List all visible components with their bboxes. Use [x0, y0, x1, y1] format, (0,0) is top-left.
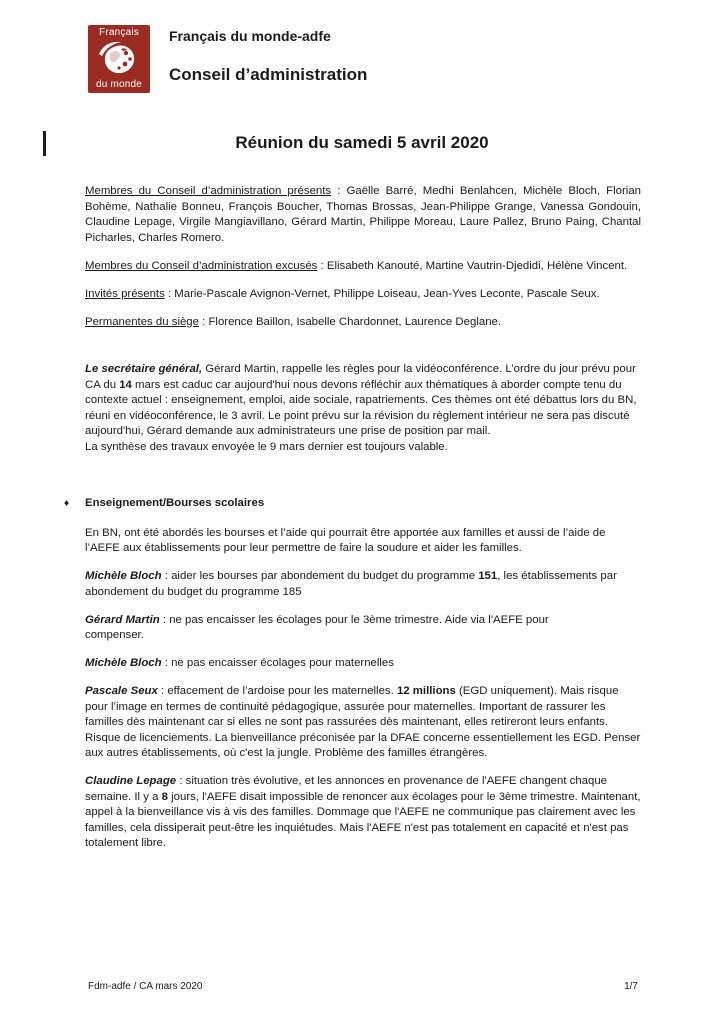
logo-text-bottom: du monde: [95, 79, 143, 90]
paragraph-secretary-intro: [85, 362, 641, 455]
paragraph-martin-ecolages: [85, 613, 641, 644]
bloch-maternelles-text: : ne pas encaisser écolages pour maternelles: [161, 657, 394, 669]
staff-names: : Florence Baillon, Isabelle Chardonnet, Laurence Deglane.: [198, 315, 502, 328]
footer-page-number: 1/7: [624, 981, 638, 992]
lepage-bold-8: 8: [161, 790, 168, 803]
seux-text-2: (EGD uniquement). Mais risque pour l’image en termes de continuité pédagogique, assurée pour maternelles. Important de rassurer les familles dès maintenant car si elles ne sont pas rassurées dès maintenant, elles retireront leurs enfants. Risque de licenciements. La bienveillance préconisée par la DFAE concerne essentiellement les EGD. Penser aux autres établissements, où c'est la jungle. Problème des familles étrangères.: [85, 685, 641, 759]
secretary-synthesis-line: La synthèse des travaux envoyée le 9 mars dernier est toujours valable.: [85, 440, 448, 453]
speaker-lepage: Claudine Lepage: [85, 775, 177, 787]
paragraph-members-excused: [85, 259, 641, 275]
org-logo: [88, 25, 150, 93]
bloch-bourses-bold-151: 151: [478, 570, 498, 582]
bloch-bourses-text-2: , les établissements par abondement du budget du programme 185: [85, 570, 617, 598]
bloch-bourses-text-1: : aider les bourses par abondement du budget du programme: [161, 570, 479, 582]
document-header: [88, 25, 367, 93]
lepage-text-1: : situation très évolutive, et les annonces en provenance de l'AEFE changent chaque semaine. Il y a: [85, 775, 608, 803]
lepage-text-2: jours, l'AEFE disait impossible de renoncer aux écolages pour le 3ème trimestre. Maintenant, appel à la bienveillance vis à vis des familles. Dommage que l'AEFE ne communique pas clairement avec les familles, cela dissiperait peut-être les inquiétudes. Mais l'AEFE n'est pas totalement en capacité et n'est pas totalement libre.: [85, 790, 641, 849]
paragraph-bloch-bourses: [85, 569, 641, 600]
paragraph-seux: [85, 684, 641, 762]
paragraph-bloch-maternelles: [85, 656, 641, 672]
members-excused-label: Membres du Conseil d’administration excusés: [85, 259, 318, 272]
speaker-bloch-1: Michèle Bloch: [85, 570, 162, 582]
org-subtitle: Conseil d’administration: [169, 65, 368, 84]
secretary-lead: Le secrétaire général,: [85, 363, 203, 375]
logo-text-top: Français: [99, 27, 139, 38]
paragraph-lepage: [85, 774, 641, 852]
diamond-bullet-icon: ♦: [64, 498, 70, 509]
guests-names: : Marie-Pascale Avignon-Vernet, Philippe Loiseau, Jean-Yves Leconte, Pascale Seux.: [164, 287, 600, 300]
section-title: Enseignement/Bourses scolaires: [85, 497, 265, 509]
speaker-seux: Pascale Seux: [85, 685, 158, 697]
document-body: [64, 184, 641, 864]
footer-doc-reference: Fdm-adfe / CA mars 2020: [88, 981, 203, 992]
meeting-title: Réunion du samedi 5 avril 2020: [235, 133, 489, 152]
seux-text-1: : effacement de l’ardoise pour les maternelles.: [157, 685, 397, 697]
paragraph-guests: [85, 287, 641, 303]
secretary-text-1: Gérard Martin, rappelle les règles pour la vidéoconférence. L’ordre du jour prévu pour CA du: [85, 363, 636, 391]
guests-label: Invités présents: [85, 287, 165, 300]
org-name: Français du monde-adfe: [169, 28, 331, 44]
secretary-bold-date: 14: [119, 378, 132, 391]
martin-ecolages-text: : ne pas encaisser les écolages pour le 3ème trimestre. Aide via l'AEFE pour: [159, 613, 549, 626]
header-titles: [169, 25, 367, 84]
speaker-martin: Gérard Martin: [85, 613, 160, 626]
members-excused-names: : Elisabeth Kanouté, Martine Vautrin-Djedidi, Hélène Vincent.: [317, 259, 628, 272]
document-footer: [88, 981, 638, 993]
members-present-names: : Gaëlle Barré, Medhi Benlahcen, Michèle Bloch, Florian Bohème, Nathalie Bonneu, François Boucher, Thomas Brossas, Jean-Philippe Grange, Vanessa Gondouin, Claudine Lepage, Virgile Mangiavillano, Gérard Martin, Philippe Moreau, Laure Pallez, Bruno Paing, Chantal Picharles, Charles Romero.: [85, 185, 641, 244]
paragraph-staff: [85, 315, 641, 331]
paragraph-bn-opening: [85, 526, 641, 557]
globe-icon: [97, 40, 141, 78]
paragraph-members-present: [85, 184, 641, 246]
section-heading-enseignement: [64, 496, 641, 512]
seux-bold-12-millions: 12 millions: [396, 685, 456, 697]
speaker-bloch-2: Michèle Bloch: [85, 657, 162, 669]
staff-label: Permanentes du siège: [85, 315, 199, 328]
martin-ecolages-line-2: compenser.: [85, 629, 144, 641]
members-present-label: Membres du Conseil d’administration présents: [85, 185, 332, 197]
bn-opening-text: En BN, ont été abordés les bourses et l’aide qui pourrait être apportée aux familles et aussi de l’aide de l’AEFE aux établissements pour leur permettre de faire la soudure et aider les familles.: [85, 526, 606, 554]
secretary-text-2: mars est caduc car aujourd'hui nous devons réfléchir aux thématiques à aborder compte tenu du contexte actuel : enseignement, emploi, aide sociale, rapatriements. Ces thèmes ont été débattus lors du BN, réuni en vidéoconférence, le 3 avril. Le point prévu sur la révision du règlement intérieur ne sera pas discuté aujourd'hui, Gérard demande aux administrateurs une prise de position par mail.: [85, 378, 637, 437]
